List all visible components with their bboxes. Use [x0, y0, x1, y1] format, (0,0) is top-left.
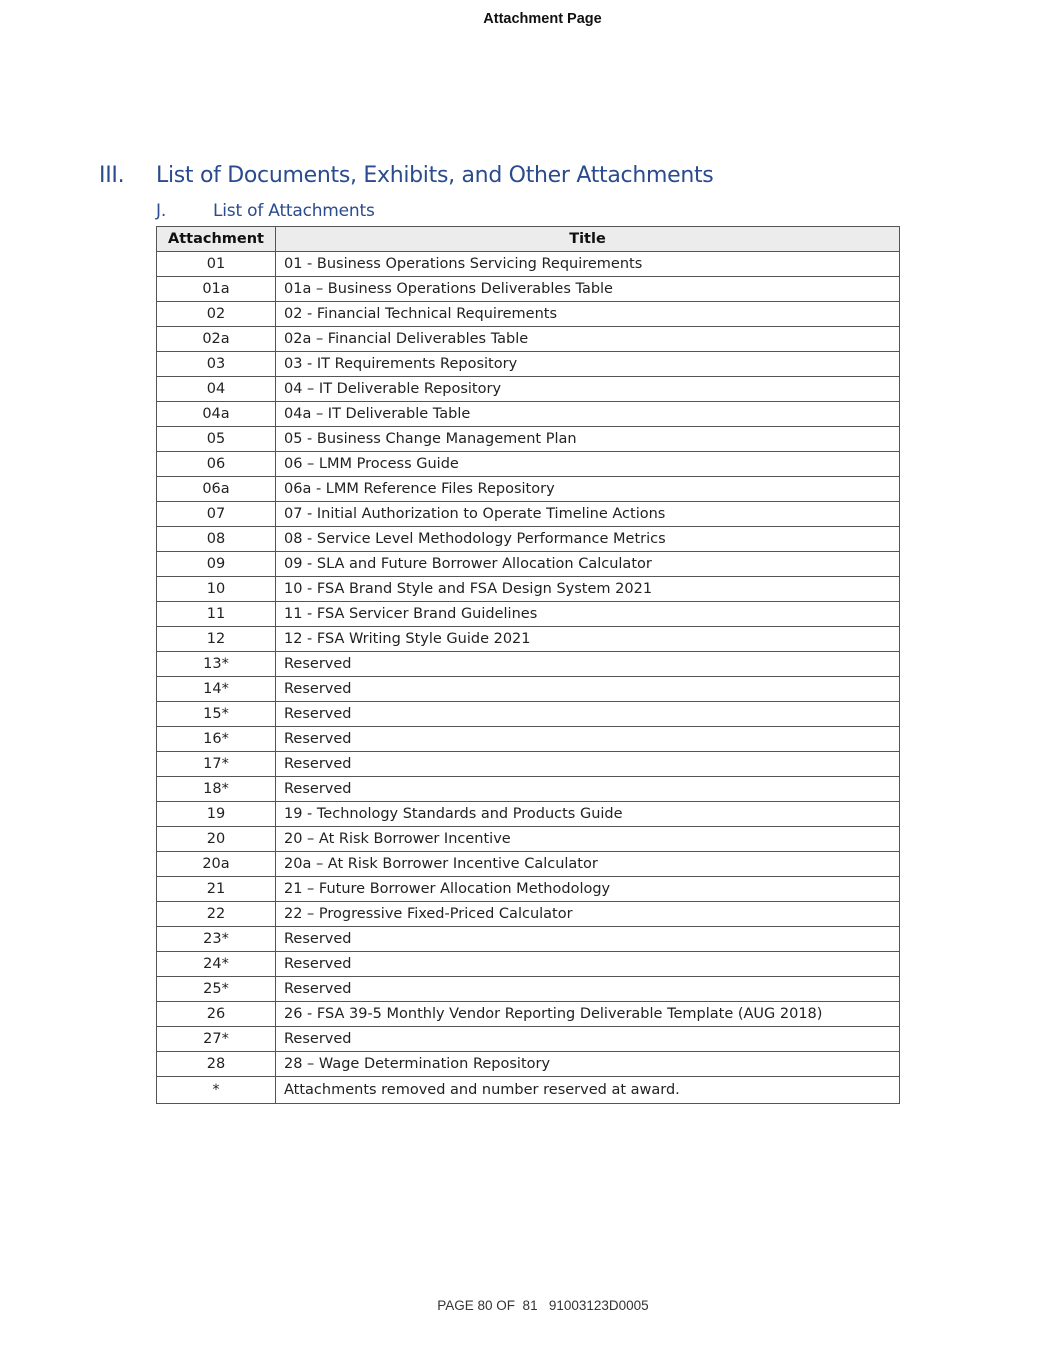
table-row	[157, 1002, 900, 1027]
attachment-title-cell: Reserved	[276, 652, 900, 677]
table-row	[157, 252, 900, 277]
attachment-number-cell: 26	[157, 1002, 276, 1027]
attachment-number-cell: 02	[157, 302, 276, 327]
table-row	[157, 552, 900, 577]
attachment-title-cell: 03 - IT Requirements Repository	[276, 352, 900, 377]
attachment-number-cell: 22	[157, 902, 276, 927]
attachment-number-cell: 08	[157, 527, 276, 552]
table-row	[157, 1077, 900, 1104]
attachment-title-cell: 21 – Future Borrower Allocation Methodology	[276, 877, 900, 902]
attachment-number-cell: 23*	[157, 927, 276, 952]
table-row	[157, 727, 900, 752]
attachment-title-cell: 26 - FSA 39-5 Monthly Vendor Reporting Deliverable Template (AUG 2018)	[276, 1002, 900, 1027]
attachment-number-cell: 15*	[157, 702, 276, 727]
attachment-title-cell: 04a – IT Deliverable Table	[276, 402, 900, 427]
attachment-title-cell: 02 - Financial Technical Requirements	[276, 302, 900, 327]
table-row	[157, 752, 900, 777]
attachment-title-cell: 11 - FSA Servicer Brand Guidelines	[276, 602, 900, 627]
attachment-number-cell: 28	[157, 1052, 276, 1077]
table-row	[157, 527, 900, 552]
table-row	[157, 577, 900, 602]
attachment-title-cell: 02a – Financial Deliverables Table	[276, 327, 900, 352]
attachment-title-cell: 10 - FSA Brand Style and FSA Design System 2021	[276, 577, 900, 602]
attachment-number-cell: 16*	[157, 727, 276, 752]
attachment-number-cell: 17*	[157, 752, 276, 777]
attachment-number-cell: 24*	[157, 952, 276, 977]
attachment-title-cell: 19 - Technology Standards and Products Guide	[276, 802, 900, 827]
attachment-number-cell: *	[157, 1077, 276, 1104]
table-row	[157, 827, 900, 852]
attachment-number-cell: 10	[157, 577, 276, 602]
attachment-title-cell: 01a – Business Operations Deliverables Table	[276, 277, 900, 302]
attachment-title-cell: Reserved	[276, 777, 900, 802]
table-row	[157, 502, 900, 527]
attachment-number-cell: 27*	[157, 1027, 276, 1052]
attachment-title-cell: 20a – At Risk Borrower Incentive Calculator	[276, 852, 900, 877]
attachment-title-cell: 01 - Business Operations Servicing Requirements	[276, 252, 900, 277]
attachment-number-cell: 20	[157, 827, 276, 852]
attachment-number-cell: 09	[157, 552, 276, 577]
table-row	[157, 427, 900, 452]
column-header-attachment: Attachment	[157, 227, 276, 252]
attachment-number-cell: 01	[157, 252, 276, 277]
table-header-row	[157, 227, 900, 252]
attachment-title-cell: 22 – Progressive Fixed-Priced Calculator	[276, 902, 900, 927]
attachment-title-cell: 12 - FSA Writing Style Guide 2021	[276, 627, 900, 652]
column-header-title: Title	[276, 227, 900, 252]
attachment-number-cell: 06a	[157, 477, 276, 502]
attachment-number-cell: 13*	[157, 652, 276, 677]
attachment-title-cell: Reserved	[276, 927, 900, 952]
attachment-title-cell: 07 - Initial Authorization to Operate Timeline Actions	[276, 502, 900, 527]
page-footer	[0, 1298, 1055, 1313]
attachment-number-cell: 04	[157, 377, 276, 402]
attachment-title-cell: Reserved	[276, 702, 900, 727]
table-row	[157, 977, 900, 1002]
subsection-number: J.	[156, 201, 167, 221]
subsection-title: List of Attachments	[213, 201, 375, 221]
attachment-number-cell: 14*	[157, 677, 276, 702]
table-row	[157, 902, 900, 927]
attachment-number-cell: 06	[157, 452, 276, 477]
attachment-number-cell: 07	[157, 502, 276, 527]
table-row	[157, 627, 900, 652]
attachment-title-cell: 09 - SLA and Future Borrower Allocation Calculator	[276, 552, 900, 577]
table-row	[157, 277, 900, 302]
table-row	[157, 327, 900, 352]
attachment-title-cell: 04 – IT Deliverable Repository	[276, 377, 900, 402]
section-heading	[99, 163, 713, 188]
table-row	[157, 602, 900, 627]
table-row	[157, 802, 900, 827]
table-row	[157, 702, 900, 727]
attachment-title-cell: Attachments removed and number reserved at award.	[276, 1077, 900, 1104]
table-row	[157, 1052, 900, 1077]
attachment-title-cell: Reserved	[276, 952, 900, 977]
table-row	[157, 1027, 900, 1052]
attachment-number-cell: 02a	[157, 327, 276, 352]
attachments-table	[156, 226, 900, 1104]
table-row	[157, 877, 900, 902]
attachment-title-cell: Reserved	[276, 977, 900, 1002]
table-row	[157, 652, 900, 677]
footer-page-label: PAGE 80 OF 81	[437, 1298, 538, 1313]
page-header: Attachment Page	[483, 11, 602, 27]
attachment-number-cell: 12	[157, 627, 276, 652]
subsection-heading	[156, 201, 375, 221]
attachment-title-cell: 06a - LMM Reference Files Repository	[276, 477, 900, 502]
footer-contract-number: 91003123D0005	[548, 1298, 649, 1313]
table-row	[157, 777, 900, 802]
table-row	[157, 377, 900, 402]
attachment-title-cell: Reserved	[276, 677, 900, 702]
attachment-title-cell: Reserved	[276, 727, 900, 752]
attachment-title-cell: 20 – At Risk Borrower Incentive	[276, 827, 900, 852]
attachment-title-cell: 05 - Business Change Management Plan	[276, 427, 900, 452]
attachment-number-cell: 04a	[157, 402, 276, 427]
table-row	[157, 677, 900, 702]
attachment-title-cell: 06 – LMM Process Guide	[276, 452, 900, 477]
table-row	[157, 302, 900, 327]
attachment-number-cell: 11	[157, 602, 276, 627]
attachment-number-cell: 19	[157, 802, 276, 827]
attachment-number-cell: 20a	[157, 852, 276, 877]
table-row	[157, 852, 900, 877]
attachment-number-cell: 18*	[157, 777, 276, 802]
attachment-title-cell: Reserved	[276, 752, 900, 777]
attachment-number-cell: 25*	[157, 977, 276, 1002]
attachment-number-cell: 03	[157, 352, 276, 377]
table-row	[157, 352, 900, 377]
section-number: III.	[99, 163, 125, 188]
table-row	[157, 952, 900, 977]
attachment-number-cell: 21	[157, 877, 276, 902]
table-row	[157, 927, 900, 952]
table-row	[157, 402, 900, 427]
table-body	[157, 252, 900, 1104]
attachment-number-cell: 01a	[157, 277, 276, 302]
table-row	[157, 477, 900, 502]
attachment-title-cell: Reserved	[276, 1027, 900, 1052]
attachment-title-cell: 08 - Service Level Methodology Performance Metrics	[276, 527, 900, 552]
attachment-title-cell: 28 – Wage Determination Repository	[276, 1052, 900, 1077]
table-row	[157, 452, 900, 477]
attachment-number-cell: 05	[157, 427, 276, 452]
section-title: List of Documents, Exhibits, and Other Attachments	[156, 163, 714, 188]
